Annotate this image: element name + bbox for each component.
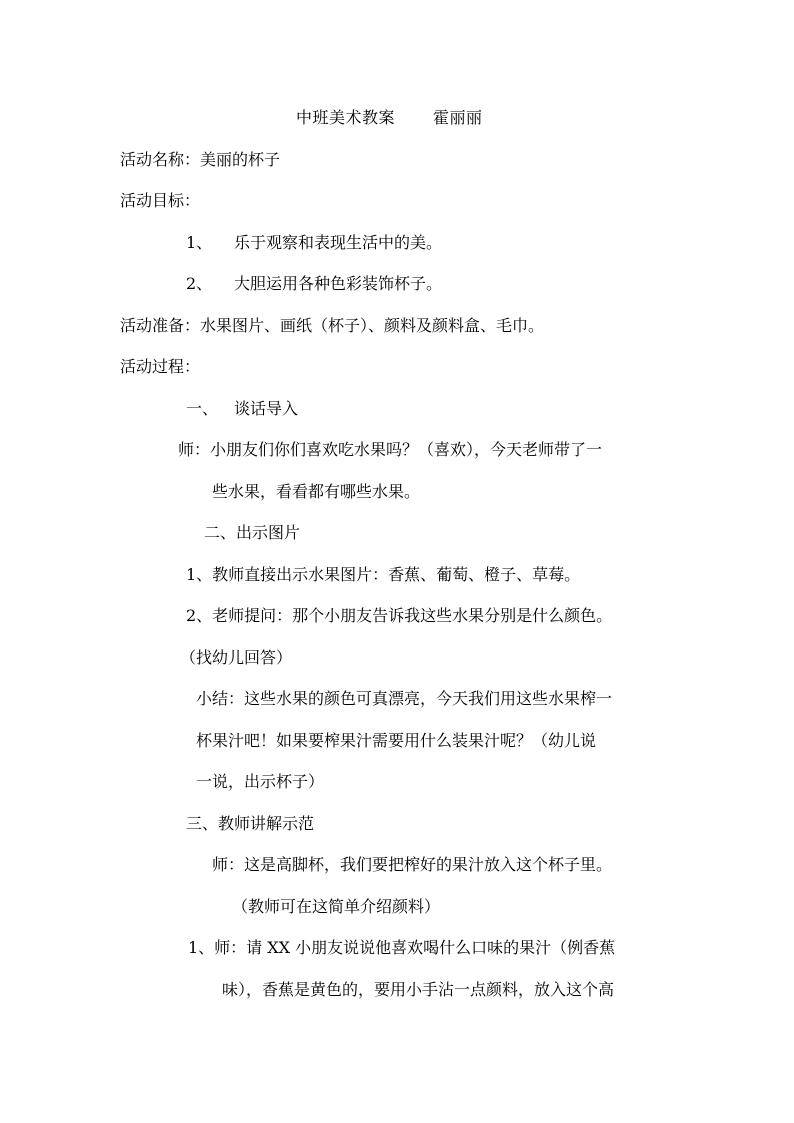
section3-para-line: （教师可在这简单介绍颜料） <box>232 897 441 916</box>
activity-name: 活动名称：美丽的杯子 <box>120 150 281 169</box>
preparation: 活动准备：水果图片、画纸（杯子）、颜料及颜料盒、毛巾。 <box>120 316 545 335</box>
section3-item-line: 1、师：请 XX 小朋友说说他喜欢喝什么口味的果汁（例香蕉 <box>188 938 616 957</box>
goal-number: 1、 <box>186 233 213 252</box>
section1-heading <box>186 399 298 419</box>
summary-line: 杯果汁吧！如果要榨果汁需要用什么装果汁呢？（幼儿说 <box>196 731 597 750</box>
goal-text: 大胆运用各种色彩装饰杯子。 <box>234 274 443 293</box>
section3-item-line: 味），香蕉是黄色的，要用小手沾一点颜料，放入这个高 <box>222 980 615 999</box>
process-heading: 活动过程： <box>120 357 201 376</box>
goal-text: 乐于观察和表现生活中的美。 <box>234 233 443 252</box>
section3-para-line: 师：这是高脚杯，我们要把榨好的果汁放入这个杯子里。 <box>212 855 613 874</box>
section2-item: 1、教师直接出示水果图片：香蕉、葡萄、橙子、草莓。 <box>186 565 581 584</box>
summary-line: 一说，出示杯子） <box>196 772 325 791</box>
section3-heading: 三、教师讲解示范 <box>186 814 315 833</box>
author-name: 霍丽丽 <box>433 108 483 127</box>
section1-number: 一、 <box>186 399 219 418</box>
section1-title: 谈话导入 <box>234 399 299 418</box>
title-text: 中班美术教案 <box>296 108 396 127</box>
goals-heading: 活动目标： <box>120 191 201 210</box>
section2-item: 2、老师提问：那个小朋友告诉我这些水果分别是什么颜色。 <box>186 606 613 625</box>
section2-item-cont: （找幼儿回答） <box>180 648 293 667</box>
summary-line: 小结：这些水果的颜色可真漂亮，今天我们用这些水果榨一 <box>196 689 613 708</box>
goal-item <box>186 233 442 253</box>
goal-number: 2、 <box>186 274 213 293</box>
document-title <box>296 108 483 128</box>
goal-item <box>186 274 442 294</box>
section1-para-line: 些水果，看看都有哪些水果。 <box>212 482 421 501</box>
section1-para-line: 师：小朋友们你们喜欢吃水果吗？（喜欢），今天老师带了一 <box>178 440 603 459</box>
section2-heading: 二、出示图片 <box>204 523 301 542</box>
